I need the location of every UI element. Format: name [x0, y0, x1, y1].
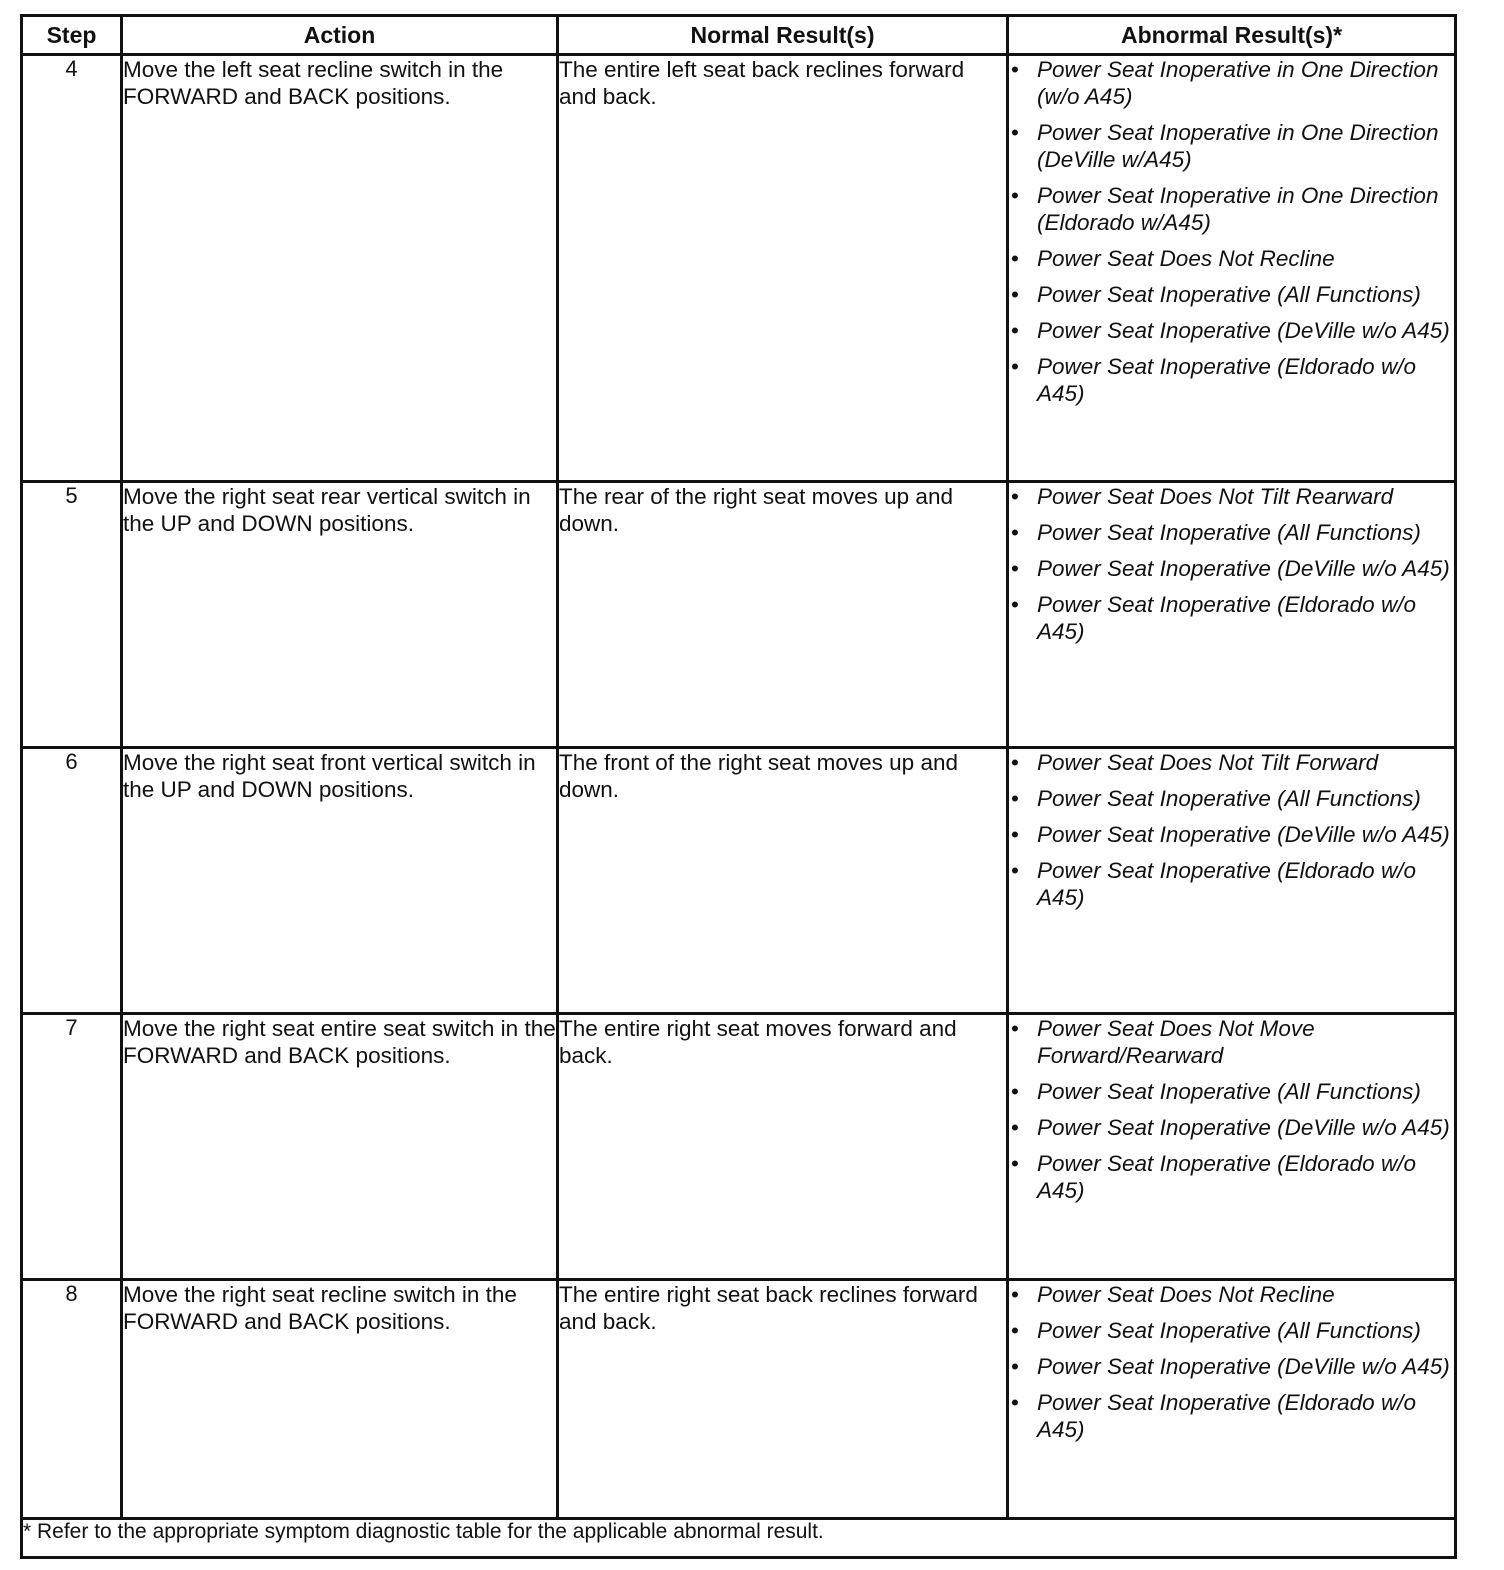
- header-normal-results: Normal Result(s): [558, 16, 1008, 55]
- step-number: 5: [22, 482, 122, 748]
- header-action: Action: [122, 16, 558, 55]
- abnormal-results-cell: [1008, 1280, 1456, 1519]
- abnormal-results-list: [1009, 1281, 1454, 1443]
- abnormal-result-link[interactable]: • Power Seat Inoperative (Eldorado w/o A45): [1009, 591, 1454, 645]
- abnormal-results-list: [1009, 56, 1454, 407]
- action-text: Move the right seat recline switch in the FORWARD and BACK positions.: [122, 1280, 558, 1519]
- abnormal-result-link[interactable]: • Power Seat Does Not Tilt Rearward: [1009, 483, 1454, 510]
- abnormal-result-link[interactable]: • Power Seat Inoperative in One Direction (Eldorado w/A45): [1009, 182, 1454, 236]
- abnormal-result-link[interactable]: • Power Seat Inoperative (All Functions): [1009, 519, 1454, 546]
- normal-result-text: The rear of the right seat moves up and down.: [558, 482, 1008, 748]
- abnormal-result-link[interactable]: • Power Seat Inoperative (Eldorado w/o A45): [1009, 1389, 1454, 1443]
- abnormal-result-link[interactable]: • Power Seat Does Not Move Forward/Rearward: [1009, 1015, 1454, 1069]
- abnormal-results-list: [1009, 483, 1454, 645]
- abnormal-result-link[interactable]: • Power Seat Inoperative (DeVille w/o A45): [1009, 317, 1454, 344]
- header-row: [22, 16, 1456, 55]
- abnormal-result-link[interactable]: • Power Seat Inoperative (All Functions): [1009, 1078, 1454, 1105]
- normal-result-text: The entire right seat moves forward and back.: [558, 1014, 1008, 1280]
- abnormal-result-link[interactable]: • Power Seat Inoperative (Eldorado w/o A45): [1009, 1150, 1454, 1204]
- abnormal-result-link[interactable]: • Power Seat Does Not Recline: [1009, 245, 1454, 272]
- abnormal-result-link[interactable]: • Power Seat Inoperative (All Functions): [1009, 281, 1454, 308]
- table-row: [22, 748, 1456, 1014]
- abnormal-results-cell: [1008, 482, 1456, 748]
- abnormal-result-link[interactable]: • Power Seat Inoperative (DeVille w/o A45): [1009, 1114, 1454, 1141]
- abnormal-result-link[interactable]: • Power Seat Inoperative (Eldorado w/o A45): [1009, 353, 1454, 407]
- table-row: [22, 482, 1456, 748]
- abnormal-result-link[interactable]: • Power Seat Inoperative (All Functions): [1009, 785, 1454, 812]
- table-row: [22, 1280, 1456, 1519]
- diagnostic-table: [20, 14, 1457, 1559]
- table-row: [22, 55, 1456, 482]
- abnormal-results-cell: [1008, 1014, 1456, 1280]
- footnote: * Refer to the appropriate symptom diagnostic table for the applicable abnormal result.: [22, 1519, 1456, 1558]
- header-step: Step: [22, 16, 122, 55]
- abnormal-result-link[interactable]: • Power Seat Inoperative (DeVille w/o A45): [1009, 555, 1454, 582]
- normal-result-text: The entire left seat back reclines forward and back.: [558, 55, 1008, 482]
- abnormal-result-link[interactable]: • Power Seat Inoperative (Eldorado w/o A45): [1009, 857, 1454, 911]
- step-number: 7: [22, 1014, 122, 1280]
- normal-result-text: The entire right seat back reclines forward and back.: [558, 1280, 1008, 1519]
- diagnostic-table-page: [20, 14, 1454, 1559]
- step-number: 8: [22, 1280, 122, 1519]
- abnormal-result-link[interactable]: • Power Seat Inoperative in One Direction (DeVille w/A45): [1009, 119, 1454, 173]
- abnormal-result-link[interactable]: • Power Seat Inoperative (All Functions): [1009, 1317, 1454, 1344]
- abnormal-result-link[interactable]: • Power Seat Inoperative (DeVille w/o A45): [1009, 1353, 1454, 1380]
- table-row: [22, 1014, 1456, 1280]
- abnormal-result-link[interactable]: • Power Seat Inoperative in One Direction (w/o A45): [1009, 56, 1454, 110]
- action-text: Move the right seat front vertical switch in the UP and DOWN positions.: [122, 748, 558, 1014]
- abnormal-result-link[interactable]: • Power Seat Inoperative (DeVille w/o A45): [1009, 821, 1454, 848]
- abnormal-result-link[interactable]: • Power Seat Does Not Tilt Forward: [1009, 749, 1454, 776]
- action-text: Move the right seat entire seat switch in the FORWARD and BACK positions.: [122, 1014, 558, 1280]
- abnormal-results-cell: [1008, 55, 1456, 482]
- abnormal-result-link[interactable]: • Power Seat Does Not Recline: [1009, 1281, 1454, 1308]
- abnormal-results-list: [1009, 1015, 1454, 1204]
- footnote-row: [22, 1519, 1456, 1558]
- abnormal-results-list: [1009, 749, 1454, 911]
- header-abnormal-results: Abnormal Result(s)*: [1008, 16, 1456, 55]
- action-text: Move the right seat rear vertical switch in the UP and DOWN positions.: [122, 482, 558, 748]
- action-text: Move the left seat recline switch in the FORWARD and BACK positions.: [122, 55, 558, 482]
- step-number: 6: [22, 748, 122, 1014]
- normal-result-text: The front of the right seat moves up and down.: [558, 748, 1008, 1014]
- abnormal-results-cell: [1008, 748, 1456, 1014]
- step-number: 4: [22, 55, 122, 482]
